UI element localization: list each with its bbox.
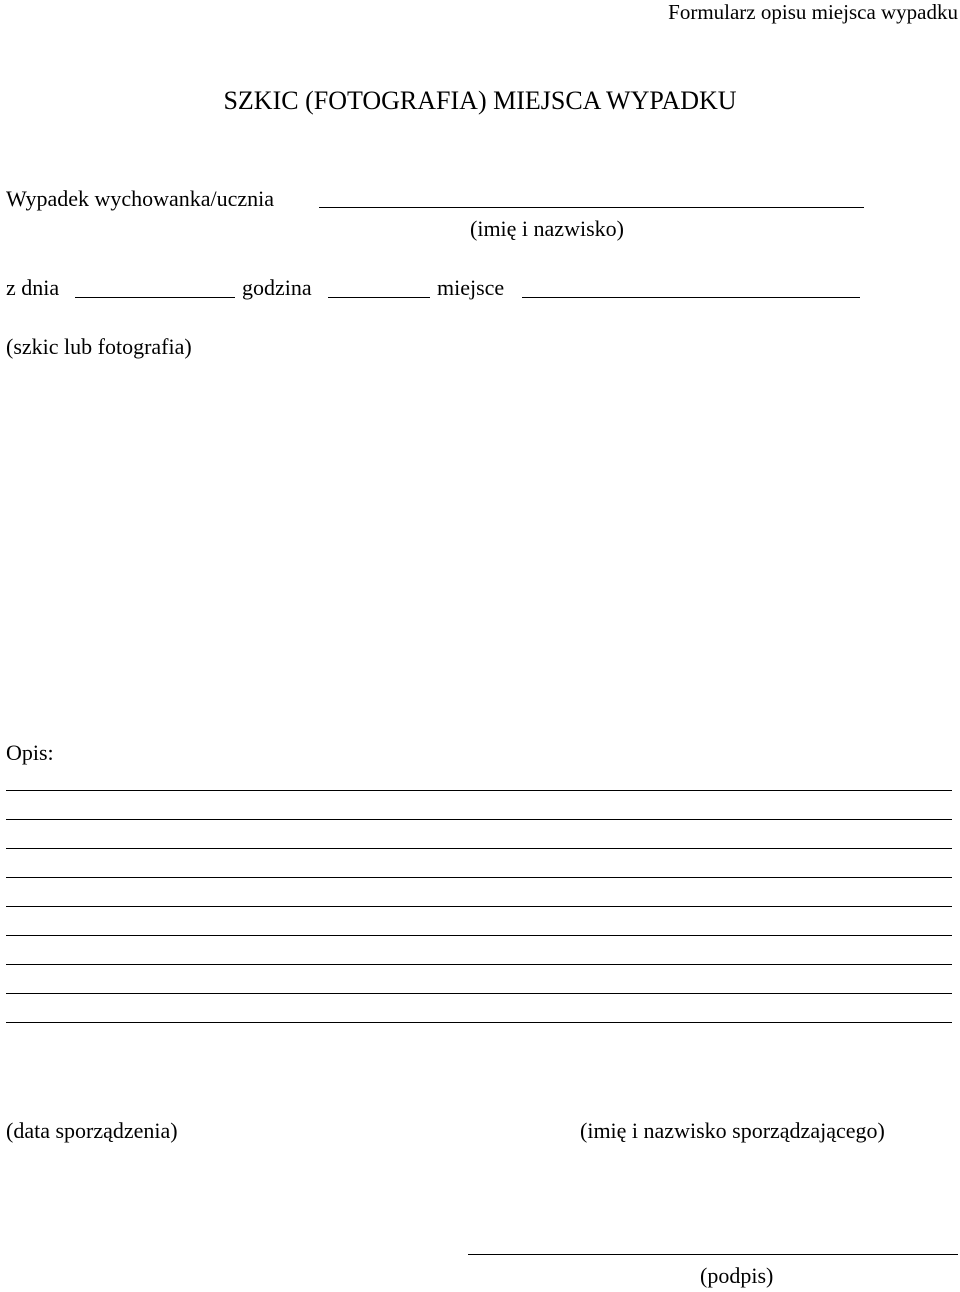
- student-name-field[interactable]: [319, 207, 864, 208]
- description-line[interactable]: [6, 964, 952, 965]
- description-line[interactable]: [6, 848, 952, 849]
- place-field[interactable]: [522, 297, 860, 298]
- page-title: SZKIC (FOTOGRAFIA) MIEJSCA WYPADKU: [223, 86, 737, 115]
- description-line[interactable]: [6, 906, 952, 907]
- signature-field[interactable]: [468, 1254, 958, 1255]
- description-label: Opis:: [6, 740, 54, 765]
- form-name-header: Formularz opisu miejsca wypadku: [668, 0, 958, 24]
- preparer-name-caption: (imię i nazwisko sporządzającego): [580, 1118, 885, 1143]
- description-line[interactable]: [6, 935, 952, 936]
- place-label: miejsce: [437, 275, 505, 300]
- description-line[interactable]: [6, 1022, 952, 1023]
- time-field[interactable]: [328, 297, 430, 298]
- sketch-area[interactable]: [6, 370, 954, 720]
- name-caption: (imię i nazwisko): [470, 216, 624, 241]
- date-label: z dnia: [6, 275, 60, 300]
- accident-label: Wypadek wychowanka/ucznia: [6, 186, 275, 211]
- signature-caption: (podpis): [700, 1263, 774, 1288]
- description-line[interactable]: [6, 790, 952, 791]
- sketch-caption: (szkic lub fotografia): [6, 334, 192, 359]
- description-line[interactable]: [6, 819, 952, 820]
- time-label: godzina: [242, 275, 312, 300]
- date-prepared-caption: (data sporządzenia): [6, 1118, 178, 1143]
- description-line[interactable]: [6, 993, 952, 994]
- description-line[interactable]: [6, 877, 952, 878]
- date-field[interactable]: [75, 297, 235, 298]
